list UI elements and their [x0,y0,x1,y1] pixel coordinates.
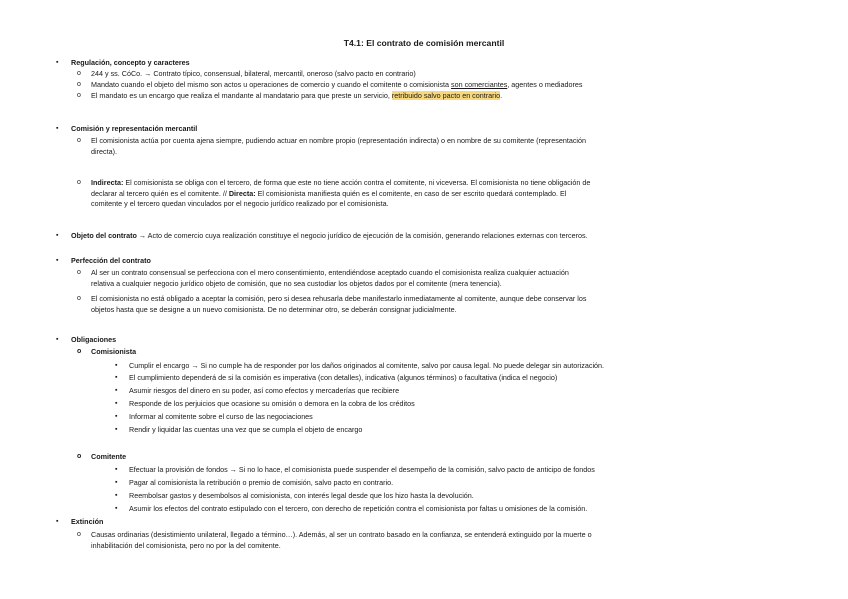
list-item: ▪ Responde de los perjuicios que ocasione su omisión o demora en la cobra de los créditos [115,399,415,408]
bullet-circle-icon: o [77,269,81,276]
list-item: o Causas ordinarias (desistimiento unilateral, llegado a término…). Además, al ser un contrato basado en la confianza, se entenderá extinguido por la muerte o inhabilitación del comisionista, pero no por la del comitente. [77,530,592,550]
list-item: o El comisionista no está obligado a aceptar la comisión, pero si desea rehusarla debe manifestarlo inmediatamente al comitente, aunque debe conservar los objetos hasta que se designe a un nuevo comisionista. De no determinar otro, se deberán consignar judicialmente. [77,294,587,314]
list-item: ▪ Pagar al comisionista la retribución o premio de comisión, salvo pacto en contrario. [115,478,394,487]
list-item: o El mandato es un encargo que realiza el mandante al mandatario para que preste un servicio, retribuido salvo pacto en contrario. [77,91,503,100]
bullet-circle-icon: o [77,179,81,186]
bullet-circle-icon: o [77,453,82,460]
subsection-comitente-heading: o Comitente [77,452,127,461]
list-item: ▪ Cumplir el encargo → Si no cumple ha de responder por los daños originados al comitente, salvo por causa legal. No puede delegar sin autorización. [115,361,605,370]
bullet-square-icon: ▪ [56,232,59,239]
bullet-circle-icon: o [77,70,81,77]
bullet-square-icon: ▪ [115,492,118,499]
bullet-circle-icon: o [77,81,81,88]
list-item: o El comisionista actúa por cuenta ajena siempre, pudiendo actuar en nombre propio (representación indirecta) o en nombre de su comitente (representación directa). [77,136,587,156]
section-comision-heading: ▪ Comisión y representación mercantil [56,124,198,133]
bullet-square-icon: ▪ [115,505,118,512]
bullet-square-icon: ▪ [115,413,118,420]
document-title: T4.1: El contrato de comisión mercantil [343,38,505,48]
bullet-circle-icon: o [77,531,81,538]
bullet-square-icon: ▪ [115,479,118,486]
bullet-circle-icon: o [77,92,81,99]
section-perfeccion-heading: ▪ Perfección del contrato [56,256,151,265]
list-item: ▪ Asumir los efectos del contrato estipulado con el tercero, con derecho de repetición contra el comisionista por faltas u omisiones de la comisión. [115,504,588,513]
section-regulacion-heading: ▪ Regulación, concepto y caracteres [56,58,190,67]
bullet-square-icon: ▪ [115,362,118,369]
bullet-circle-icon: o [77,137,81,144]
bullet-circle-icon: o [77,295,81,302]
section-obligaciones-heading: ▪ Obligaciones [56,335,117,344]
section-extincion-heading: ▪ Extinción [56,517,104,526]
list-item: ▪ Asumir riesgos del dinero en su poder, así como efectos y mercaderías que recibiere [115,386,400,395]
list-item: ▪ Efectuar la provisión de fondos → Si no lo hace, el comisionista puede suspender el desempeño de la comisión, salvo pacto de anticipo de fondos [115,465,595,474]
list-item: o Mandato cuando el objeto del mismo son actos u operaciones de comercio y cuando el comitente o comisionista son comerciantes, agentes o mediadores [77,80,583,89]
bullet-square-icon: ▪ [56,125,59,132]
bullet-square-icon: ▪ [115,387,118,394]
bullet-square-icon: ▪ [56,336,59,343]
list-item: o 244 y ss. CóCo. → Contrato típico, consensual, bilateral, mercantil, oneroso (salvo pacto en contrario) [77,69,416,78]
bullet-square-icon: ▪ [115,466,118,473]
section-objeto: ▪ Objeto del contrato → Acto de comercio cuya realización constituye el negocio jurídico de ejecución de la comisión, generando relaciones externas con terceros. [56,231,588,240]
highlighted-text: retribuido salvo pacto en contrario [391,91,501,100]
underlined-text: son comerciantes [450,80,508,89]
list-item: o Indirecta: El comisionista se obliga con el tercero, de forma que este no tiene acción contra el comitente, ni viceversa. El comisionista no tiene obligación de declarar al tercero quién es el comitente. // Directa: El comisionista manifiesta quién es el comitente, en caso de ser escrito quedará contemplado. El comitente y el tercero quedan vinculados por el negocio jurídico realizado por el comisionista. [77,178,591,209]
list-item: ▪ Reembolsar gastos y desembolsos al comisionista, con interés legal desde que los hizo hasta la devolución. [115,491,474,500]
list-item: ▪ Rendir y liquidar las cuentas una vez que se cumpla el objeto de encargo [115,425,363,434]
list-item: ▪ El cumplimiento dependerá de si la comisión es imperativa (con detalles), indicativa (algunos términos) o facultativa (indica el negocio) [115,373,558,382]
bullet-square-icon: ▪ [115,400,118,407]
subsection-comisionista-heading: o Comisionista [77,347,137,356]
list-item: o Al ser un contrato consensual se perfecciona con el mero consentimiento, entendiéndose aceptado cuando el comisionista realiza cualquier actuación relativa a cualquier negocio jurídico objeto de comisión, que no sea custodiar los objetos dados por el comitente (mera tenencia). [77,268,569,288]
bullet-square-icon: ▪ [56,518,59,525]
bullet-square-icon: ▪ [56,257,59,264]
bullet-square-icon: ▪ [115,374,118,381]
bullet-square-icon: ▪ [115,426,118,433]
bullet-square-icon: ▪ [56,59,59,66]
bullet-circle-icon: o [77,348,82,355]
list-item: ▪ Informar al comitente sobre el curso de las negociaciones [115,412,313,421]
